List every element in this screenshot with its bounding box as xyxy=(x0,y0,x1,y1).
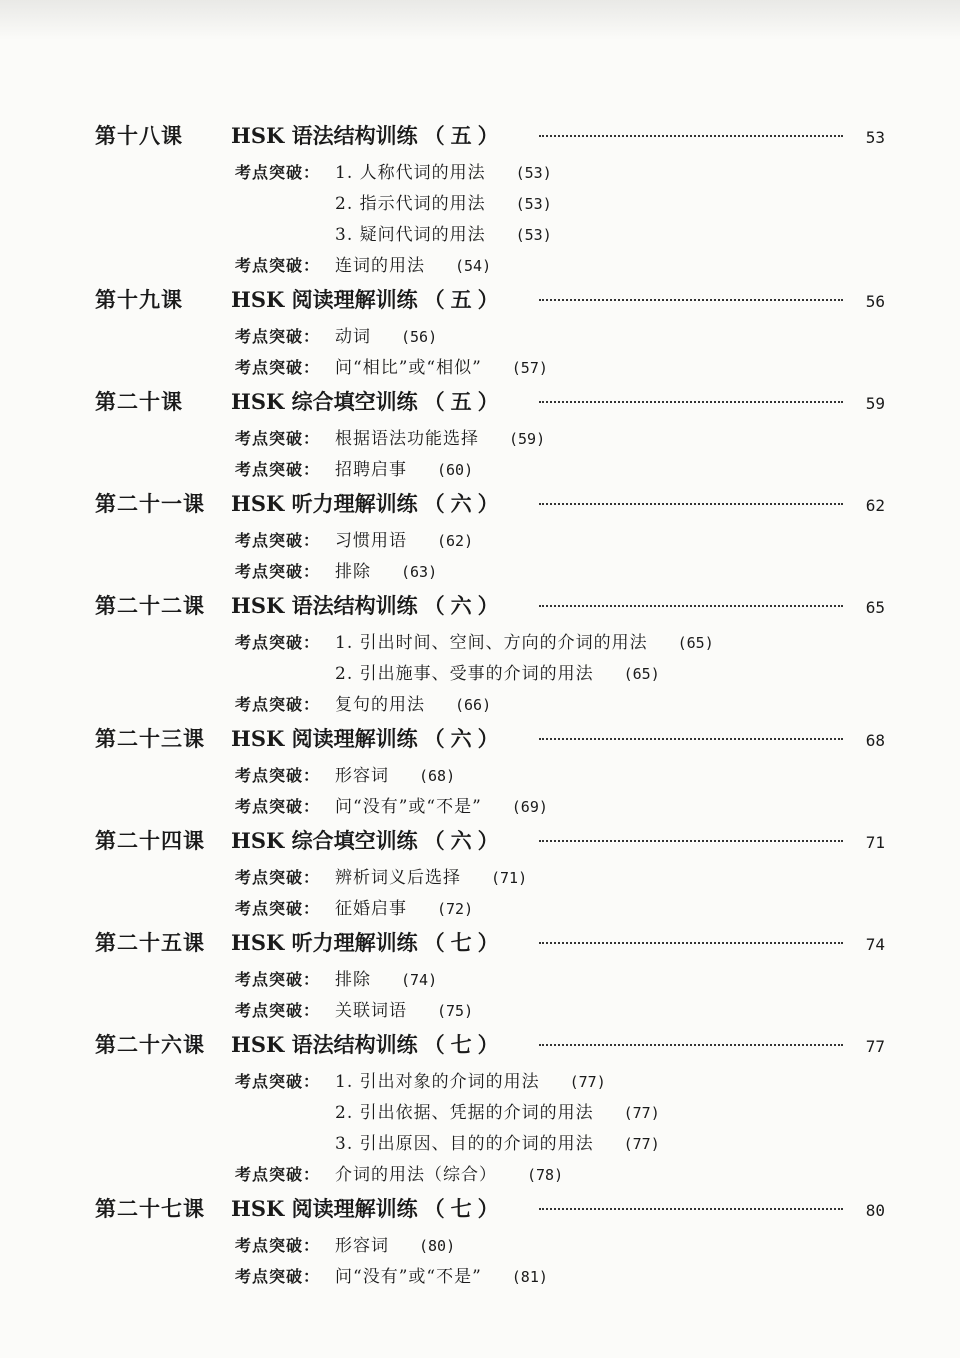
key-point-label: 考点突破： xyxy=(235,868,321,887)
key-point-text: 动词 xyxy=(335,327,371,347)
key-point-page: (77) xyxy=(623,1104,660,1122)
lesson-part: （六） xyxy=(423,828,505,853)
lesson-row xyxy=(95,284,885,322)
key-point-text: 问“相比”或“相似” xyxy=(335,358,482,378)
lesson-part: （五） xyxy=(423,287,505,312)
key-point-page: (68) xyxy=(419,767,456,785)
lesson-title xyxy=(231,825,505,855)
key-point-item xyxy=(95,251,885,282)
key-point-label: 考点突破： xyxy=(235,1072,321,1091)
lesson-part: （七） xyxy=(423,1196,505,1221)
lesson-part: （七） xyxy=(423,1032,505,1057)
lesson-title xyxy=(231,723,505,753)
key-point-page: (54) xyxy=(455,257,492,275)
lesson-title-text: HSK 综合填空训练 xyxy=(231,828,418,853)
key-point-item xyxy=(95,1231,885,1262)
key-point-item xyxy=(95,189,885,220)
key-point-page: (81) xyxy=(511,1268,548,1286)
lesson-row xyxy=(95,120,885,158)
key-point-label: 考点突破： xyxy=(235,695,321,714)
lesson-part: （六） xyxy=(423,726,505,751)
lesson-row xyxy=(95,1029,885,1067)
key-point-text: 形容词 xyxy=(335,1236,389,1256)
key-point-label: 考点突破： xyxy=(235,327,321,346)
key-point-item xyxy=(95,1098,885,1129)
lesson-number: 第二十六课 xyxy=(95,1032,205,1057)
key-point-item xyxy=(95,894,885,925)
key-point-page: (77) xyxy=(623,1135,660,1153)
key-point-text: 2. 引出施事、受事的介词的用法 xyxy=(335,664,594,684)
lesson-page-number: 56 xyxy=(865,292,885,311)
key-point-page: (71) xyxy=(491,869,528,887)
key-point-text: 招聘启事 xyxy=(335,460,407,480)
lesson-part: （五） xyxy=(423,123,505,148)
lesson-row xyxy=(95,386,885,424)
key-point-item xyxy=(95,526,885,557)
lesson-title xyxy=(231,590,505,620)
key-point-page: (59) xyxy=(509,430,546,448)
lesson-page-number: 68 xyxy=(865,731,885,750)
key-point-text: 介词的用法（综合） xyxy=(335,1165,497,1185)
key-point-item xyxy=(95,424,885,455)
key-point-label: 考点突破： xyxy=(235,797,321,816)
key-point-label: 考点突破： xyxy=(235,1165,321,1184)
lesson-part: （七） xyxy=(423,930,505,955)
lesson-title-text: HSK 语法结构训练 xyxy=(231,593,418,618)
lesson-part: （六） xyxy=(423,491,505,516)
key-point-item xyxy=(95,1160,885,1191)
key-point-page: (53) xyxy=(515,195,552,213)
key-point-page: (57) xyxy=(511,359,548,377)
key-point-item xyxy=(95,557,885,588)
key-point-item xyxy=(95,965,885,996)
key-point-page: (62) xyxy=(437,532,474,550)
key-point-text: 问“没有”或“不是” xyxy=(335,797,482,817)
key-point-page: (77) xyxy=(569,1073,606,1091)
lesson-title xyxy=(231,386,505,416)
key-point-label: 考点突破： xyxy=(235,1236,321,1255)
dot-leader xyxy=(539,840,843,842)
key-point-text: 3. 引出原因、目的的介词的用法 xyxy=(335,1134,594,1154)
lesson-number: 第十九课 xyxy=(95,287,183,312)
lesson-number: 第二十三课 xyxy=(95,726,205,751)
key-point-page: (75) xyxy=(437,1002,474,1020)
key-point-text: 问“没有”或“不是” xyxy=(335,1267,482,1287)
dot-leader xyxy=(539,738,843,740)
key-point-label: 考点突破： xyxy=(235,460,321,479)
lesson-title-text: HSK 语法结构训练 xyxy=(231,1032,418,1057)
lesson-page-number: 62 xyxy=(865,496,885,515)
key-point-text: 3. 疑问代词的用法 xyxy=(335,225,486,245)
key-point-page: (53) xyxy=(515,226,552,244)
lesson-number: 第二十课 xyxy=(95,389,183,414)
key-point-text: 辨析词义后选择 xyxy=(335,868,461,888)
lesson-row xyxy=(95,723,885,761)
lesson-row xyxy=(95,1193,885,1231)
key-point-text: 根据语法功能选择 xyxy=(335,429,479,449)
key-point-item xyxy=(95,761,885,792)
lesson-part: （五） xyxy=(423,389,505,414)
key-point-label: 考点突破： xyxy=(235,899,321,918)
lesson-title xyxy=(231,488,505,518)
key-point-label: 考点突破： xyxy=(235,766,321,785)
key-point-text: 2. 引出依据、凭据的介词的用法 xyxy=(335,1103,594,1123)
lesson-row xyxy=(95,590,885,628)
lesson-page-number: 65 xyxy=(865,598,885,617)
lesson-page-number: 77 xyxy=(865,1037,885,1056)
lesson-number: 第二十一课 xyxy=(95,491,205,516)
lesson-number: 第二十四课 xyxy=(95,828,205,853)
lesson-page-number: 74 xyxy=(865,935,885,954)
key-point-item xyxy=(95,792,885,823)
key-point-page: (53) xyxy=(515,164,552,182)
lesson-row xyxy=(95,825,885,863)
key-point-page: (63) xyxy=(401,563,438,581)
dot-leader xyxy=(539,942,843,944)
key-point-page: (69) xyxy=(511,798,548,816)
key-point-label: 考点突破： xyxy=(235,1267,321,1286)
key-point-item xyxy=(95,158,885,189)
lesson-row xyxy=(95,488,885,526)
key-point-label: 考点突破： xyxy=(235,1001,321,1020)
key-point-item xyxy=(95,659,885,690)
key-point-item xyxy=(95,690,885,721)
key-point-item xyxy=(95,1262,885,1293)
lesson-page-number: 71 xyxy=(865,833,885,852)
lesson-number: 第二十二课 xyxy=(95,593,205,618)
lesson-title xyxy=(231,927,505,957)
lesson-page-number: 53 xyxy=(865,128,885,147)
key-point-text: 征婚启事 xyxy=(335,899,407,919)
key-point-page: (74) xyxy=(401,971,438,989)
lesson-number: 第二十七课 xyxy=(95,1196,205,1221)
lesson-title xyxy=(231,1029,505,1059)
key-point-label: 考点突破： xyxy=(235,163,321,182)
key-point-text: 复句的用法 xyxy=(335,695,425,715)
key-point-page: (65) xyxy=(677,634,714,652)
lesson-title-text: HSK 听力理解训练 xyxy=(231,930,418,955)
key-point-item xyxy=(95,322,885,353)
key-point-label: 考点突破： xyxy=(235,633,321,652)
key-point-text: 关联词语 xyxy=(335,1001,407,1021)
key-point-label: 考点突破： xyxy=(235,562,321,581)
key-point-text: 习惯用语 xyxy=(335,531,407,551)
lesson-title-text: HSK 阅读理解训练 xyxy=(231,287,418,312)
key-point-label: 考点突破： xyxy=(235,531,321,550)
key-point-text: 形容词 xyxy=(335,766,389,786)
table-of-contents xyxy=(95,118,885,1293)
key-point-item xyxy=(95,220,885,251)
dot-leader xyxy=(539,135,843,137)
lesson-title-text: HSK 语法结构训练 xyxy=(231,123,418,148)
scan-shadow xyxy=(0,0,960,40)
lesson-number: 第十八课 xyxy=(95,123,183,148)
lesson-title xyxy=(231,1193,505,1223)
key-point-item xyxy=(95,1067,885,1098)
lesson-page-number: 59 xyxy=(865,394,885,413)
key-point-text: 1. 人称代词的用法 xyxy=(335,163,486,183)
key-point-item xyxy=(95,863,885,894)
key-point-text: 连词的用法 xyxy=(335,256,425,276)
lesson-part: （六） xyxy=(423,593,505,618)
dot-leader xyxy=(539,1044,843,1046)
key-point-item xyxy=(95,628,885,659)
lesson-title xyxy=(231,120,505,150)
dot-leader xyxy=(539,299,843,301)
key-point-page: (72) xyxy=(437,900,474,918)
key-point-page: (56) xyxy=(401,328,438,346)
key-point-label: 考点突破： xyxy=(235,429,321,448)
key-point-item xyxy=(95,996,885,1027)
key-point-page: (78) xyxy=(527,1166,564,1184)
dot-leader xyxy=(539,401,843,403)
key-point-text: 排除 xyxy=(335,562,371,582)
key-point-page: (80) xyxy=(419,1237,456,1255)
key-point-item xyxy=(95,353,885,384)
key-point-text: 1. 引出时间、空间、方向的介词的用法 xyxy=(335,633,648,653)
lesson-row xyxy=(95,927,885,965)
lesson-number: 第二十五课 xyxy=(95,930,205,955)
lesson-title-text: HSK 阅读理解训练 xyxy=(231,726,418,751)
dot-leader xyxy=(539,503,843,505)
dot-leader xyxy=(539,605,843,607)
key-point-page: (60) xyxy=(437,461,474,479)
lesson-title xyxy=(231,284,505,314)
key-point-item xyxy=(95,455,885,486)
key-point-page: (65) xyxy=(623,665,660,683)
lesson-title-text: HSK 阅读理解训练 xyxy=(231,1196,418,1221)
lesson-title-text: HSK 综合填空训练 xyxy=(231,389,418,414)
key-point-page: (66) xyxy=(455,696,492,714)
dot-leader xyxy=(539,1208,843,1210)
key-point-label: 考点突破： xyxy=(235,358,321,377)
lesson-title-text: HSK 听力理解训练 xyxy=(231,491,418,516)
key-point-text: 排除 xyxy=(335,970,371,990)
key-point-label: 考点突破： xyxy=(235,970,321,989)
key-point-label: 考点突破： xyxy=(235,256,321,275)
key-point-text: 1. 引出对象的介词的用法 xyxy=(335,1072,540,1092)
key-point-text: 2. 指示代词的用法 xyxy=(335,194,486,214)
key-point-item xyxy=(95,1129,885,1160)
lesson-page-number: 80 xyxy=(865,1201,885,1220)
